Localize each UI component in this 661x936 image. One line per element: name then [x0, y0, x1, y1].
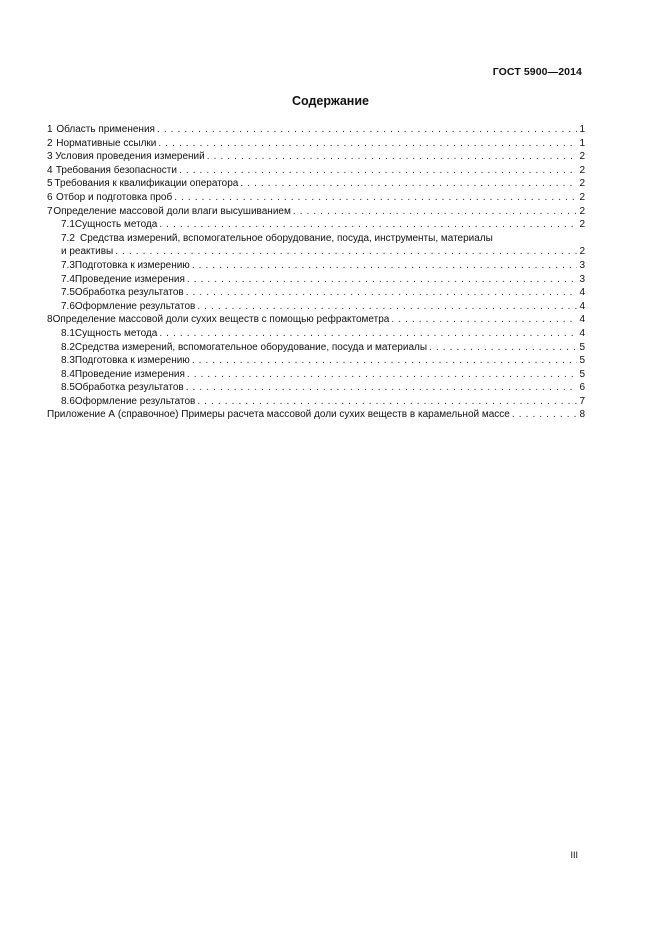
- toc-item-8-4[interactable]: [47, 368, 585, 382]
- toc-page: 2: [579, 246, 585, 258]
- toc-number: 7.5: [61, 287, 75, 299]
- toc-page: 8: [579, 409, 585, 421]
- toc-page: 7: [579, 395, 585, 407]
- dot-leader: [159, 327, 577, 341]
- toc-page: 4: [579, 300, 585, 312]
- toc-item-5[interactable]: [47, 177, 585, 191]
- toc-page: 1: [579, 137, 585, 149]
- toc-item-7-4[interactable]: [47, 273, 585, 287]
- toc-item-7-1[interactable]: [47, 218, 585, 232]
- toc-number: 2: [47, 137, 53, 149]
- toc-item-8-5[interactable]: [47, 381, 585, 395]
- page-number: III: [570, 850, 578, 860]
- dot-leader: [207, 150, 578, 164]
- toc-number: 8.5: [61, 382, 75, 394]
- toc-item-4[interactable]: [47, 164, 585, 178]
- document-code: ГОСТ 5900—2014: [492, 66, 582, 78]
- toc-label: Подготовка к измерению: [74, 259, 190, 271]
- dot-leader: [187, 368, 578, 382]
- dot-leader: [158, 137, 577, 151]
- toc-number: 7.6: [61, 300, 75, 312]
- dot-leader: [197, 300, 577, 314]
- toc-page: 4: [579, 327, 585, 339]
- dot-leader: [157, 123, 577, 137]
- toc-label: Требования безопасности: [55, 164, 177, 176]
- toc-item-2[interactable]: [47, 137, 585, 151]
- toc-number: 8.2: [61, 341, 75, 353]
- toc-label: Отбор и подготовка проб: [55, 191, 173, 203]
- toc-item-7-3[interactable]: [47, 259, 585, 273]
- toc-page: 4: [579, 314, 585, 326]
- dot-leader: [186, 286, 578, 300]
- toc-label: Средства измерений, вспомогательное оборудование, посуда и материалы: [74, 341, 428, 353]
- dot-leader: [186, 381, 578, 395]
- toc-item-8-6[interactable]: [47, 395, 585, 409]
- toc-item-8[interactable]: [47, 313, 585, 327]
- toc-label: Требования к квалификации оператора: [54, 178, 239, 190]
- toc-number: 5: [47, 178, 53, 190]
- toc-number: 8: [47, 314, 53, 326]
- toc-page: 6: [579, 382, 585, 394]
- toc-item-7-6[interactable]: [47, 300, 585, 314]
- dot-leader: [512, 408, 578, 422]
- toc-page: 2: [579, 219, 585, 231]
- toc-page: 4: [579, 287, 585, 299]
- toc-number: 8.6: [61, 395, 75, 407]
- toc-label-continued: и реактивы: [61, 246, 114, 258]
- dot-leader: [179, 164, 577, 178]
- toc-item-7-5[interactable]: [47, 286, 585, 300]
- toc-number: 3: [47, 151, 53, 163]
- toc-number: 1: [47, 124, 53, 135]
- toc-label: Оформление результатов: [74, 300, 196, 312]
- toc-page: 5: [579, 355, 585, 367]
- toc-label: Подготовка к измерению: [74, 355, 190, 367]
- toc-number: 4: [47, 164, 53, 176]
- toc-number: 7.3: [61, 259, 75, 271]
- toc-label: Проведение измерения: [74, 368, 185, 380]
- toc-number: 7.2: [61, 232, 75, 244]
- toc-label: Оформление результатов: [74, 395, 196, 407]
- toc-page: 1: [579, 124, 585, 135]
- toc-item-appendix-a[interactable]: [47, 408, 585, 422]
- dot-leader: [192, 259, 578, 273]
- toc-item-6[interactable]: [47, 191, 585, 205]
- toc-label: Область применения: [56, 124, 155, 135]
- toc-label: Обработка результатов: [74, 287, 184, 299]
- dot-leader: [174, 191, 577, 205]
- toc-number: 7: [47, 205, 53, 217]
- toc-item-8-2[interactable]: [47, 341, 585, 355]
- toc-label: Нормативные ссылки: [56, 137, 157, 149]
- dot-leader: [159, 218, 577, 232]
- toc-label: Средства измерений, вспомогательное оборудование, посуда, инструменты, материалы: [80, 232, 493, 244]
- toc-label: Определение массовой доли влаги высушиванием: [53, 205, 291, 217]
- toc-page: 3: [579, 259, 585, 271]
- toc-number: 7.1: [61, 219, 75, 231]
- toc-page: 2: [579, 178, 585, 190]
- toc-number: 8.4: [61, 368, 75, 380]
- toc-page: 2: [579, 205, 585, 217]
- toc-item-7-2-line1[interactable]: [47, 232, 585, 246]
- toc-label: Приложение А (справочное) Примеры расчета массовой доли сухих веществ в карамельной массе: [47, 409, 510, 421]
- toc-label: Проведение измерения: [74, 273, 185, 285]
- page-title: Содержание: [291, 94, 369, 108]
- dot-leader: [197, 395, 577, 409]
- dot-leader: [240, 177, 577, 191]
- dot-leader: [187, 273, 578, 287]
- toc-number: 7.4: [61, 273, 75, 285]
- dot-leader: [192, 354, 578, 368]
- toc-item-8-3[interactable]: [47, 354, 585, 368]
- toc-label: Сущность метода: [74, 219, 158, 231]
- toc-label: Сущность метода: [74, 327, 158, 339]
- toc-item-7[interactable]: [47, 205, 585, 219]
- dot-leader: [115, 245, 577, 259]
- toc-item-3[interactable]: [47, 150, 585, 164]
- toc-page: 5: [579, 368, 585, 380]
- toc-number: 8.3: [61, 355, 75, 367]
- toc-label: Определение массовой доли сухих веществ с помощью рефрактометра: [52, 314, 390, 326]
- toc-item-7-2-line2[interactable]: [47, 245, 585, 259]
- toc-page: 3: [579, 273, 585, 285]
- dot-leader: [391, 313, 577, 327]
- toc-label: Обработка результатов: [74, 382, 184, 394]
- toc-label: Условия проведения измерений: [55, 151, 205, 163]
- toc-page: 2: [579, 164, 585, 176]
- dot-leader: [429, 341, 577, 355]
- toc-item-1[interactable]: [47, 123, 585, 137]
- toc-item-8-1[interactable]: [47, 327, 585, 341]
- toc-number: 6: [47, 191, 53, 203]
- toc-page: 2: [579, 191, 585, 203]
- table-of-contents: [47, 123, 585, 422]
- toc-number: 8.1: [61, 327, 75, 339]
- toc-page: 2: [579, 151, 585, 163]
- dot-leader: [293, 205, 578, 219]
- toc-page: 5: [579, 341, 585, 353]
